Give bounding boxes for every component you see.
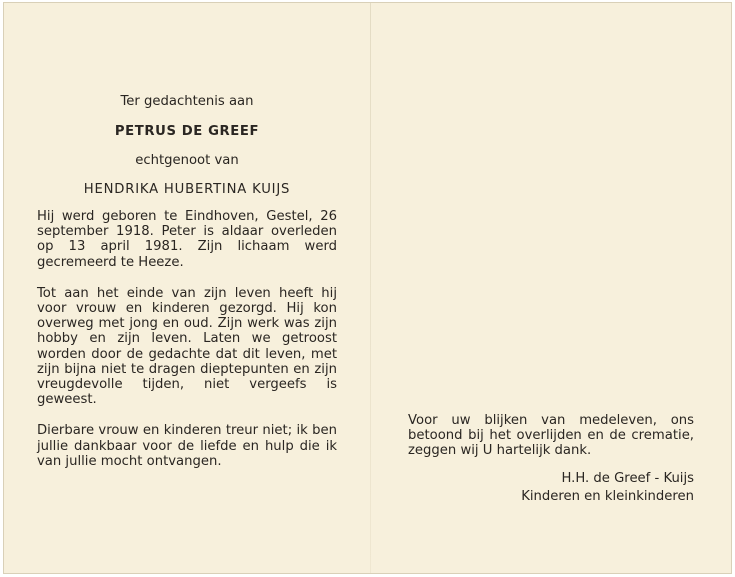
card-fold xyxy=(370,3,371,573)
farewell-paragraph: Dierbare vrouw en kinderen treur niet; ik ben jullie dankbaar voor de liefde en hulp die ik van jullie mocht ontvangen. xyxy=(37,423,337,469)
left-panel xyxy=(37,94,337,469)
tribute-paragraph: Tot aan het einde van zijn leven heeft hij voor vrouw en kinderen gezorgd. Hij kon overweg met jong en oud. Zijn werk was zijn hobby en zijn leven. Laten we getroost worden door de gedachte dat dit leven, met zijn bijna niet te dragen dieptepunten en zijn vreugdevolle tijden, niet vergeefs is geweest. xyxy=(37,285,337,408)
relation-text: echtgenoot van xyxy=(135,153,239,168)
memorial-card xyxy=(3,2,732,574)
intro-text: Ter gedachtenis aan xyxy=(120,94,254,109)
signature-line-1: H.H. de Greef - Kuijs xyxy=(561,470,694,486)
right-panel xyxy=(408,413,694,506)
deceased-name: PETRUS DE GREEF xyxy=(114,124,260,139)
spouse-name: HENDRIKA HUBERTINA KUIJS xyxy=(83,182,291,197)
bio-paragraph: Hij werd geboren te Eindhoven, Gestel, 26 september 1918. Peter is aldaar overleden op 13 april 1981. Zijn lichaam werd gecremeerd te Heeze. xyxy=(37,209,337,270)
signature-line-2: Kinderen en kleinkinderen xyxy=(521,488,694,504)
thanks-paragraph: Voor uw blijken van medeleven, ons betoond bij het overlijden en de crematie, zeggen wij U hartelijk dank. xyxy=(408,413,694,459)
